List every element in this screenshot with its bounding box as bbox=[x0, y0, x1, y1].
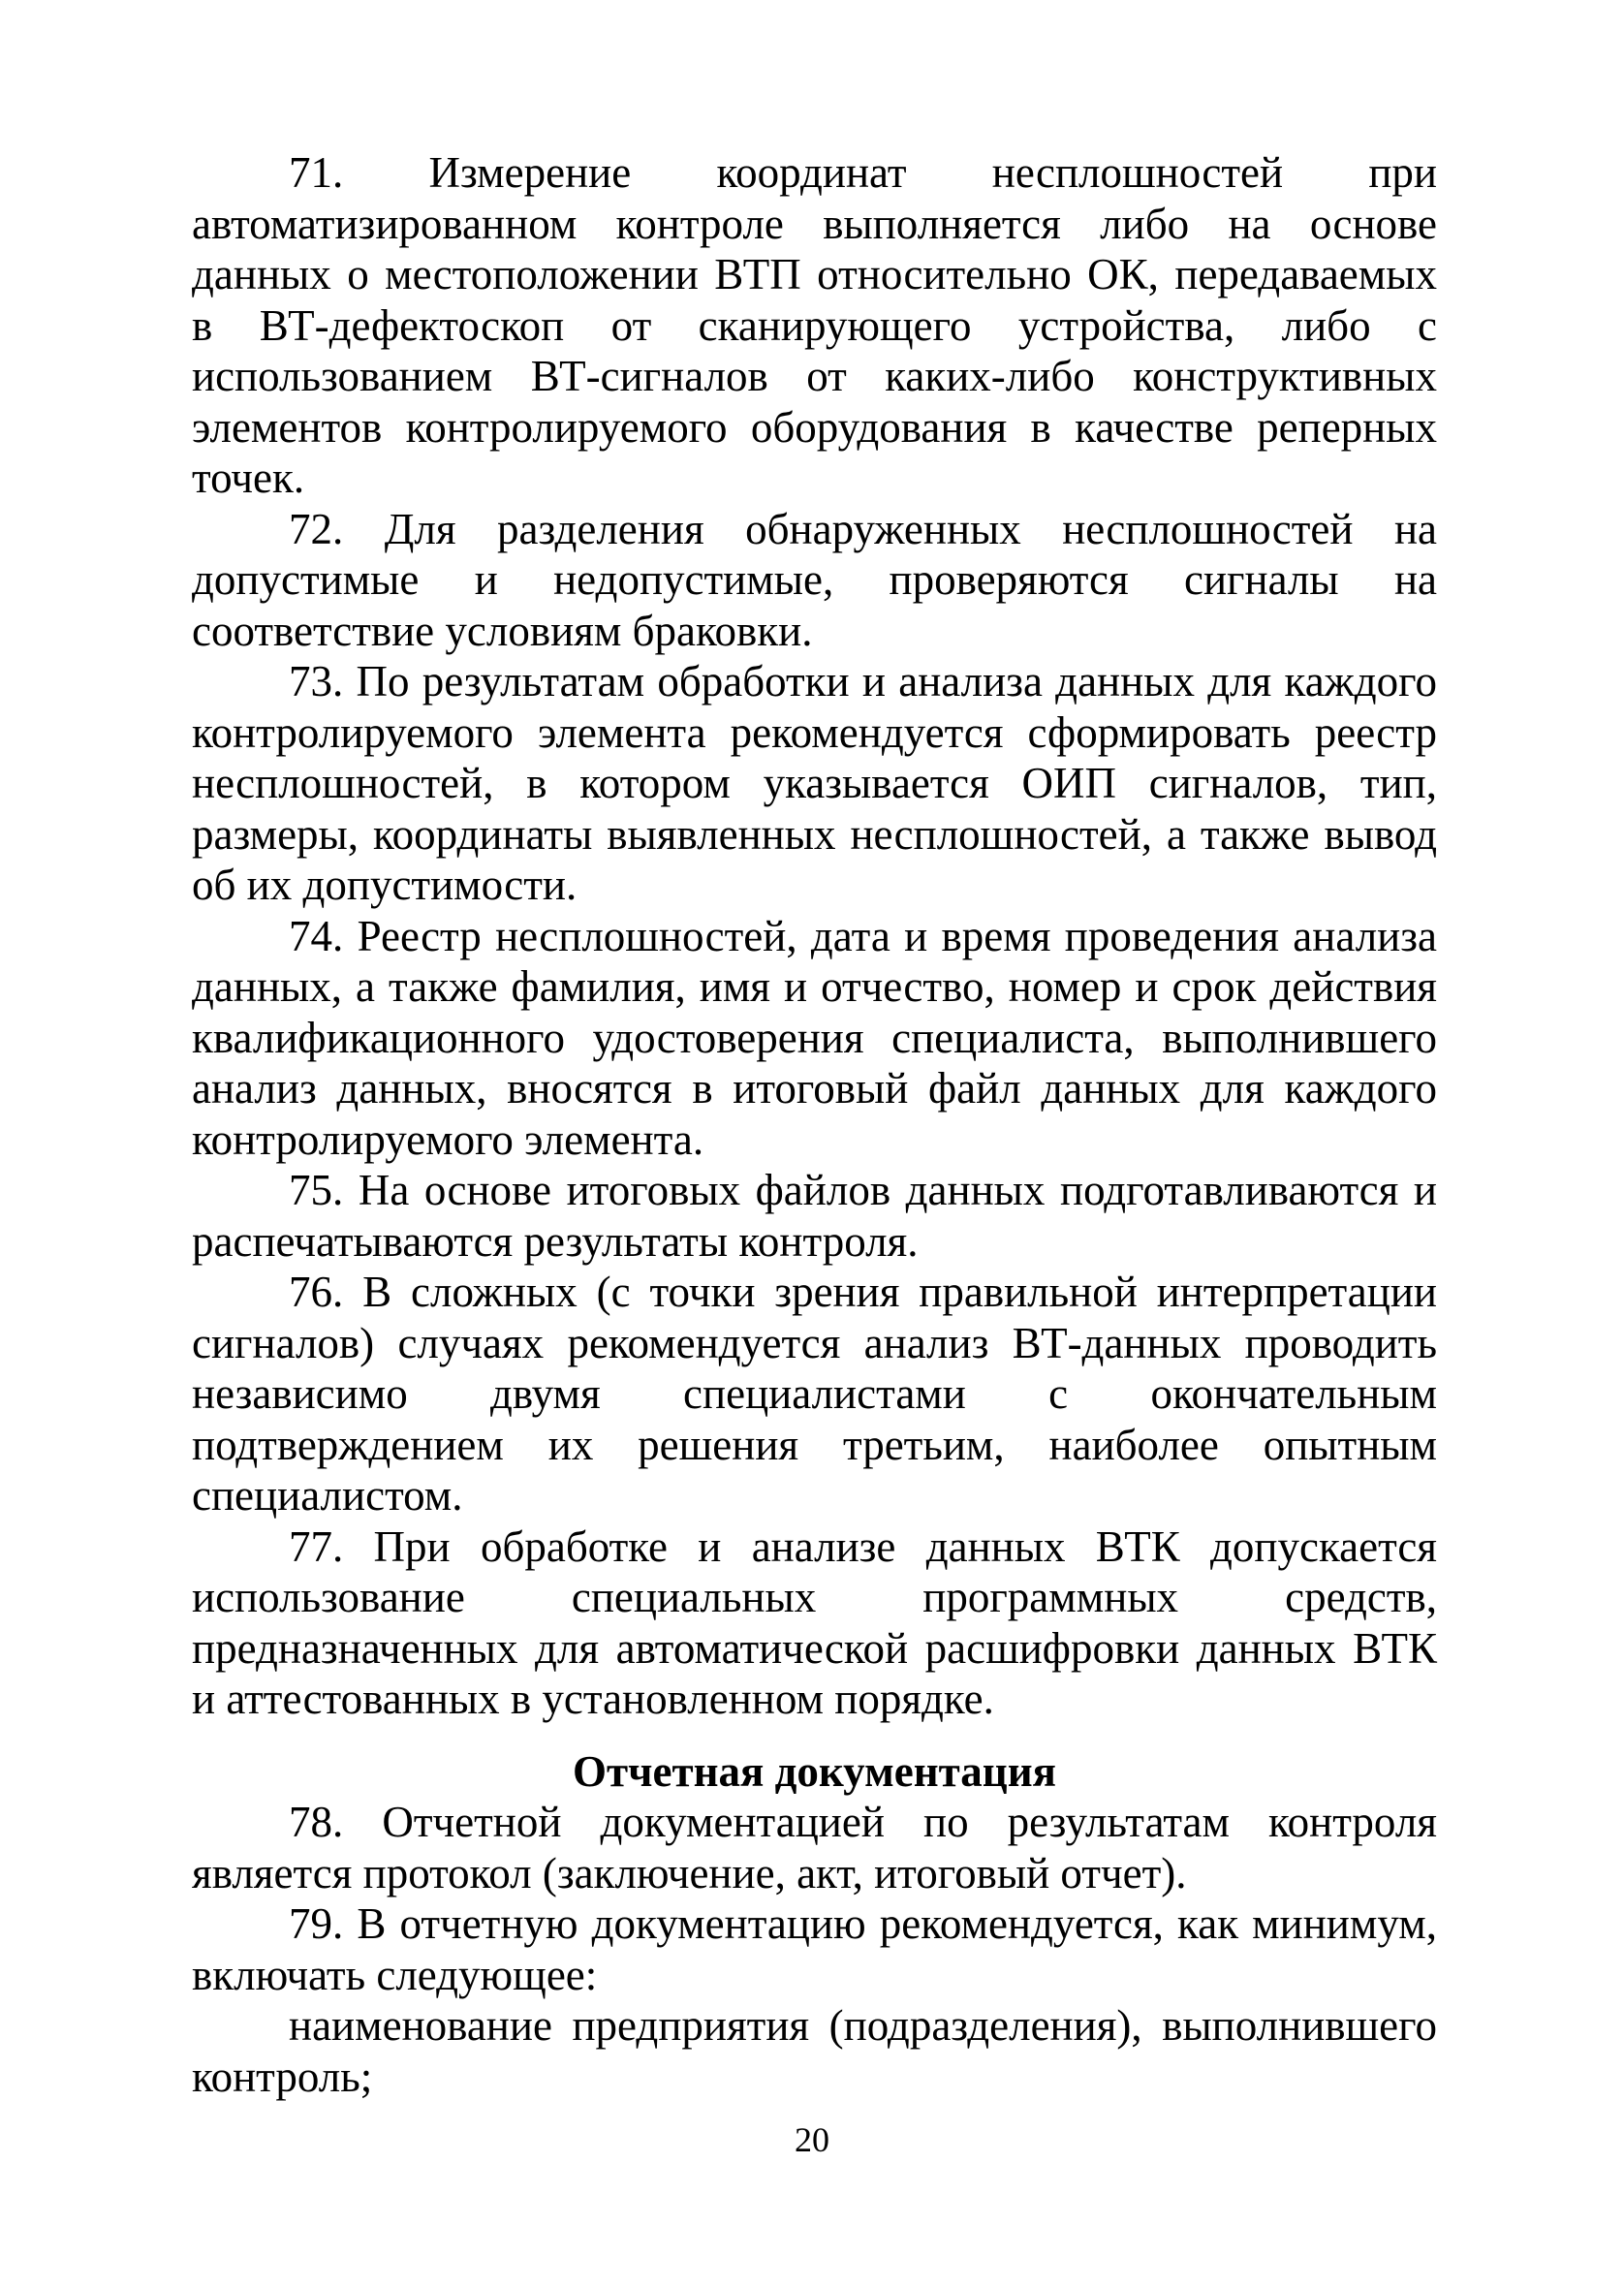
paragraph-77: 77. При обработке и анализе данных ВТК допускается использование специальных программных средств, предназначенных для автоматической расшифровки данных ВТК и аттестованных в установленном порядке. bbox=[192, 1521, 1437, 1723]
paragraph-73: 73. По результатам обработки и анализа данных для каждого контролируемого элемента рекомендуется сформировать реестр несплошностей, в котором указывается ОИП сигналов, тип, размеры, координаты выявленных несплошностей, а также вывод об их допустимости. bbox=[192, 657, 1437, 909]
paragraph-75: 75. На основе итоговых файлов данных подготавливаются и распечатываются результаты контроля. bbox=[192, 1166, 1437, 1266]
paragraph-76: 76. В сложных (с точки зрения правильной интерпретации сигналов) случаях рекомендуется анализ ВТ-данных проводить независимо двумя специалистами с окончательным подтверждением их решения третьим, наиболее опытным специалистом. bbox=[192, 1268, 1437, 1520]
page-number: 20 bbox=[795, 2120, 829, 2159]
paragraph-72: 72. Для разделения обнаруженных несплошностей на допустимые и недопустимые, проверяются сигналы на соответствие условиям браковки. bbox=[192, 504, 1437, 655]
paragraph-71: 71. Измерение координат несплошностей при автоматизированном контроле выполняется либо на основе данных о местоположении ВТП относительно ОК, передаваемых в ВТ-дефектоскоп от сканирующего устройства, либо с использованием ВТ-сигналов от каких-либо конструктивных элементов контролируемого оборудования в качестве реперных точек. bbox=[192, 148, 1437, 502]
paragraph-74: 74. Реестр несплошностей, дата и время проведения анализа данных, а также фамилия, имя и отчество, номер и срок действия квалификационного удостоверения специалиста, выполнившего анализ данных, вносятся в итоговый файл данных для каждого контролируемого элемента. bbox=[192, 911, 1437, 1164]
paragraph-79: 79. В отчетную документацию рекомендуется, как минимум, включать следующее: bbox=[192, 1899, 1437, 1999]
section-heading: Отчетная документация bbox=[573, 1746, 1056, 1796]
list-item-organization: наименование предприятия (подразделения), выполнившего контроль; bbox=[192, 2001, 1437, 2101]
paragraph-78: 78. Отчетной документацией по результатам контроля является протокол (заключение, акт, итоговый отчет). bbox=[192, 1798, 1437, 1897]
page-body bbox=[192, 147, 1437, 2102]
